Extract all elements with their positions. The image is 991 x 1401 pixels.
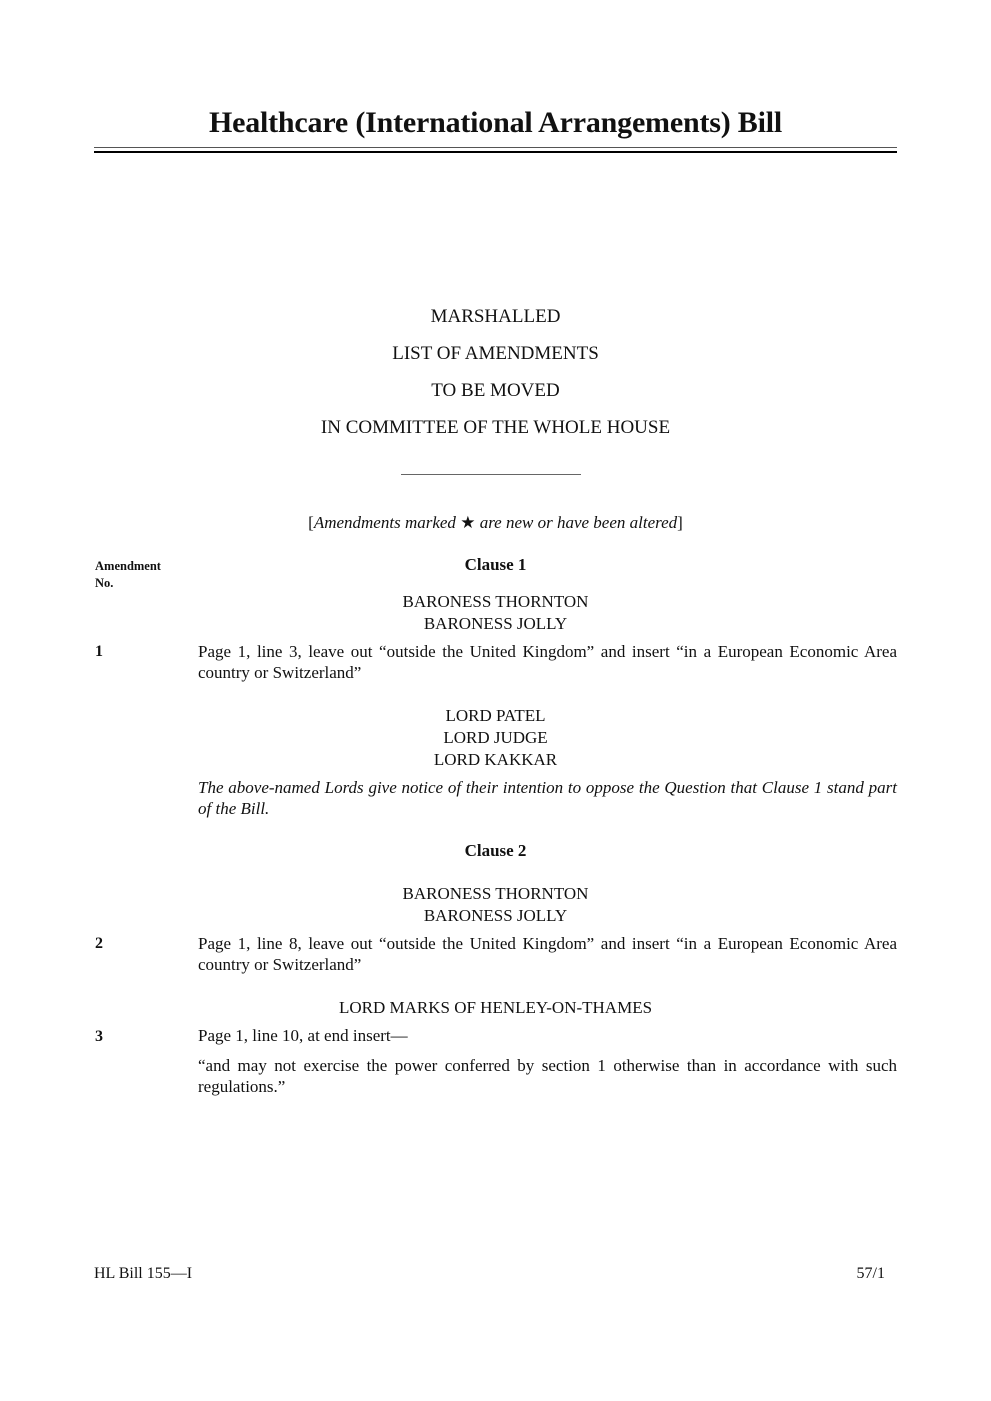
bill-title: Healthcare (International Arrangements) Bill xyxy=(208,106,783,139)
column-label-line1: Amendment xyxy=(95,559,161,573)
sponsor-name: LORD JUDGE xyxy=(443,728,548,747)
note-open-bracket: [ xyxy=(308,513,314,532)
page-reference: 57/1 xyxy=(856,1265,885,1282)
amendment-text: Page 1, line 10, at end insert— xyxy=(198,1026,408,1045)
amendment-number: 2 xyxy=(95,935,103,952)
inserted-text: “and may not exercise the power conferred by section 1 otherwise than in accordance with such regulations.” xyxy=(198,1056,897,1096)
amendment-number: 3 xyxy=(95,1028,103,1045)
title-rule-thick xyxy=(94,151,897,153)
sponsor-name: LORD PATEL xyxy=(445,706,546,725)
sponsor-names xyxy=(94,591,897,635)
sponsor-name: LORD MARKS OF HENLEY-ON-THAMES xyxy=(338,998,653,1017)
note-close-bracket: ] xyxy=(677,513,683,532)
heading-to-be-moved: TO BE MOVED xyxy=(431,380,560,401)
star-icon: ★ xyxy=(460,513,476,532)
note-text-after: are new or have been altered xyxy=(475,513,678,532)
sponsor-name: BARONESS JOLLY xyxy=(423,906,568,925)
bill-reference: HL Bill 155—I xyxy=(94,1265,193,1282)
clause-2-heading: Clause 2 xyxy=(464,841,527,860)
amendment-text: Page 1, line 3, leave out “outside the United Kingdom” and insert “in a European Economic Area country or Switzerland” xyxy=(198,642,897,682)
sponsor-names xyxy=(94,997,897,1019)
sponsor-name: BARONESS JOLLY xyxy=(423,614,568,633)
section-separator xyxy=(401,474,581,475)
sponsor-names xyxy=(94,883,897,927)
sponsor-name: BARONESS THORNTON xyxy=(402,592,589,611)
note-text-before: Amendments marked xyxy=(313,513,461,532)
stand-part-notice: The above-named Lords give notice of their intention to oppose the Question that Clause 1 stand part of the Bill. xyxy=(198,778,897,818)
amendment-number: 1 xyxy=(95,643,103,660)
heading-list-of-amendments: LIST OF AMENDMENTS xyxy=(392,343,599,364)
sponsor-name: BARONESS THORNTON xyxy=(402,884,589,903)
heading-committee: IN COMMITTEE OF THE WHOLE HOUSE xyxy=(320,417,671,438)
clause-1-heading: Clause 1 xyxy=(464,555,527,574)
column-label-line2: No. xyxy=(95,576,114,590)
title-rule-thin xyxy=(94,147,897,148)
amendments-note xyxy=(94,513,897,533)
heading-marshalled: MARSHALLED xyxy=(430,306,561,327)
sponsor-names xyxy=(94,705,897,771)
amendment-text: Page 1, line 8, leave out “outside the United Kingdom” and insert “in a European Economic Area country or Switzerland” xyxy=(198,934,897,974)
sponsor-name: LORD KAKKAR xyxy=(433,750,558,769)
